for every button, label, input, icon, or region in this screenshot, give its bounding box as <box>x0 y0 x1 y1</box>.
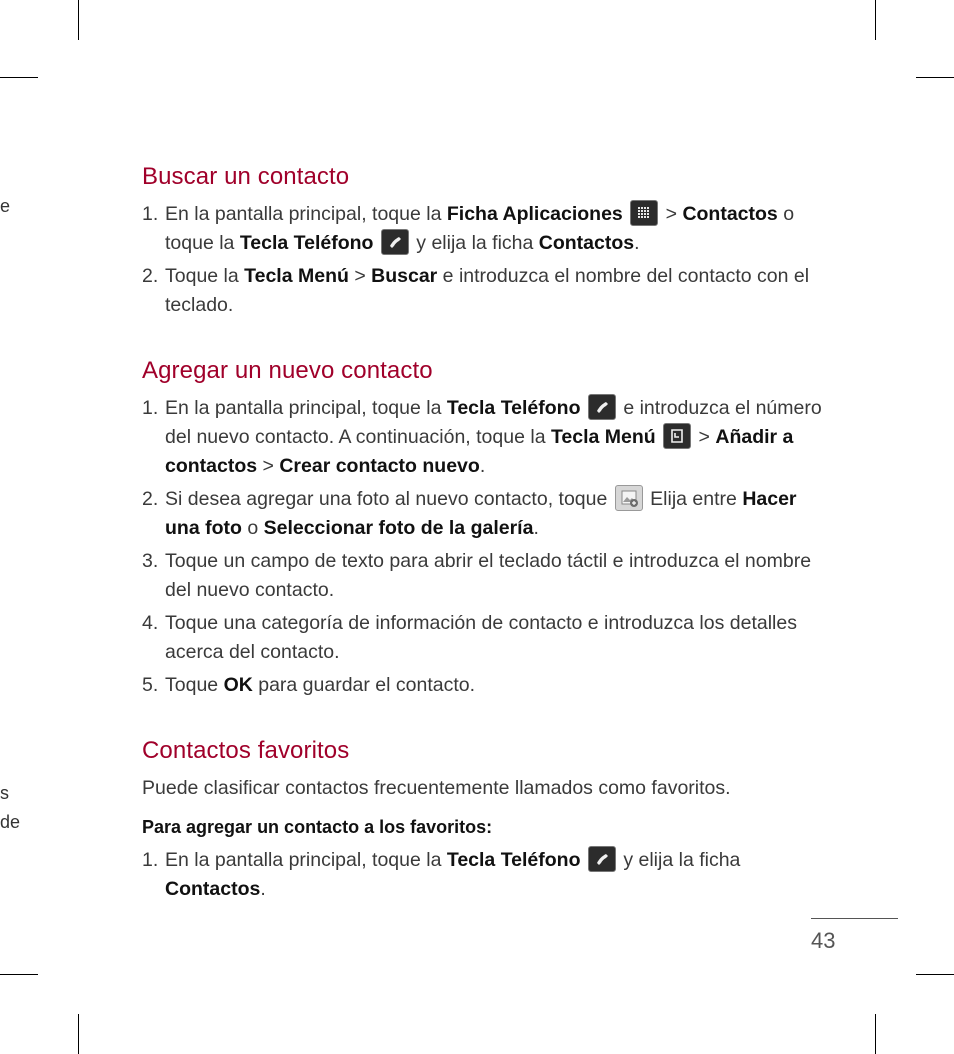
step-text: y elija la ficha <box>410 232 539 254</box>
step-text: En la pantalla principal, toque la <box>165 397 447 419</box>
steps-agregar <box>142 394 832 700</box>
ui-term: Crear contacto nuevo <box>279 455 480 477</box>
step-item <box>142 394 832 481</box>
ui-term: Buscar <box>371 265 438 287</box>
step-text: e introduzca el nombre del contacto con el teclado. <box>165 265 810 316</box>
step-item <box>142 485 832 543</box>
step-number: 1. <box>142 203 159 225</box>
ui-term: Contactos <box>682 203 778 225</box>
step-text: > <box>257 455 280 477</box>
step-text: y elija la ficha <box>617 849 741 871</box>
step-text: . <box>479 455 486 477</box>
step-text: o <box>241 517 264 539</box>
apps-grid-icon <box>630 200 658 226</box>
crop-mark <box>916 77 954 78</box>
step-number: 1. <box>142 397 159 419</box>
ui-term: Tecla Teléfono <box>446 397 581 419</box>
phone-handset-icon <box>588 394 616 420</box>
crop-mark <box>78 1014 79 1054</box>
steps-buscar <box>142 200 832 320</box>
step-text: Toque un campo de texto para abrir el teclado táctil e introduzca el nombre del nuevo contacto. <box>165 550 812 601</box>
crop-mark <box>0 974 38 975</box>
ui-term: Añadir a contactos <box>165 426 794 477</box>
step-number: 1. <box>142 849 159 871</box>
page-number-rule <box>811 918 898 919</box>
step-text: Si desea agregar una foto al nuevo contacto, toque <box>165 488 613 510</box>
phone-handset-icon <box>381 229 409 255</box>
step-text: . <box>260 878 266 900</box>
crop-mark <box>875 1014 876 1054</box>
step-number: 3. <box>142 550 159 572</box>
ui-term: Seleccionar foto de la galería <box>263 517 534 539</box>
ui-term: Ficha Aplicaciones <box>446 203 623 225</box>
step-item <box>142 262 832 320</box>
ui-term: Tecla Teléfono <box>446 849 581 871</box>
steps-favoritos <box>142 846 832 904</box>
page-content <box>142 160 832 908</box>
step-item <box>142 609 832 667</box>
crop-mark <box>78 0 79 40</box>
step-text: > <box>348 265 372 287</box>
phone-handset-icon <box>588 846 616 872</box>
crop-mark <box>916 974 954 975</box>
margin-fragment: de <box>0 812 21 832</box>
margin-fragment: e <box>0 196 11 216</box>
crop-mark <box>875 0 876 40</box>
add-photo-icon <box>615 485 643 511</box>
step-text: Elija entre <box>644 488 743 510</box>
margin-fragment: s <box>0 783 9 803</box>
step-item <box>142 547 832 605</box>
step-number: 5. <box>142 674 159 696</box>
step-number: 2. <box>142 265 159 287</box>
step-text: > <box>660 203 683 225</box>
section-title-buscar: Buscar un contacto <box>142 163 350 190</box>
step-item <box>142 671 832 700</box>
section-title-favoritos: Contactos favoritos <box>142 737 350 764</box>
ui-term: Tecla Teléfono <box>239 232 374 254</box>
step-item <box>142 846 832 904</box>
step-text: Toque una categoría de información de contacto e introduzca los detalles acerca del contacto. <box>165 612 797 663</box>
step-text: e introduzca el número del nuevo contacto. A continuación, toque la <box>165 397 822 448</box>
step-text: para guardar el contacto. <box>252 674 476 696</box>
menu-key-icon <box>663 423 691 449</box>
step-text: . <box>533 517 539 539</box>
step-text: En la pantalla principal, toque la <box>165 849 447 871</box>
ui-term: Tecla Menú <box>550 426 656 448</box>
step-text: Toque la <box>165 265 245 287</box>
step-text: . <box>634 232 640 254</box>
step-text: > <box>693 426 716 448</box>
step-number: 2. <box>142 488 159 510</box>
step-text: En la pantalla principal, toque la <box>165 203 447 225</box>
step-number: 4. <box>142 612 159 634</box>
ui-term: Contactos <box>538 232 635 254</box>
step-text: o toque la <box>165 203 795 254</box>
ui-term: OK <box>223 674 253 696</box>
ui-term: Contactos <box>165 878 261 900</box>
section-intro: Puede clasificar contactos frecuentemente llamados como favoritos. <box>142 777 731 799</box>
step-text: Toque <box>165 674 224 696</box>
ui-term: Tecla Menú <box>244 265 349 287</box>
ui-term: Hacer una foto <box>165 488 797 539</box>
page-number: 43 <box>811 928 836 953</box>
crop-mark <box>0 77 38 78</box>
step-item <box>142 200 832 258</box>
subheading: Para agregar un contacto a los favoritos: <box>142 817 493 837</box>
section-title-agregar: Agregar un nuevo contacto <box>142 357 433 384</box>
